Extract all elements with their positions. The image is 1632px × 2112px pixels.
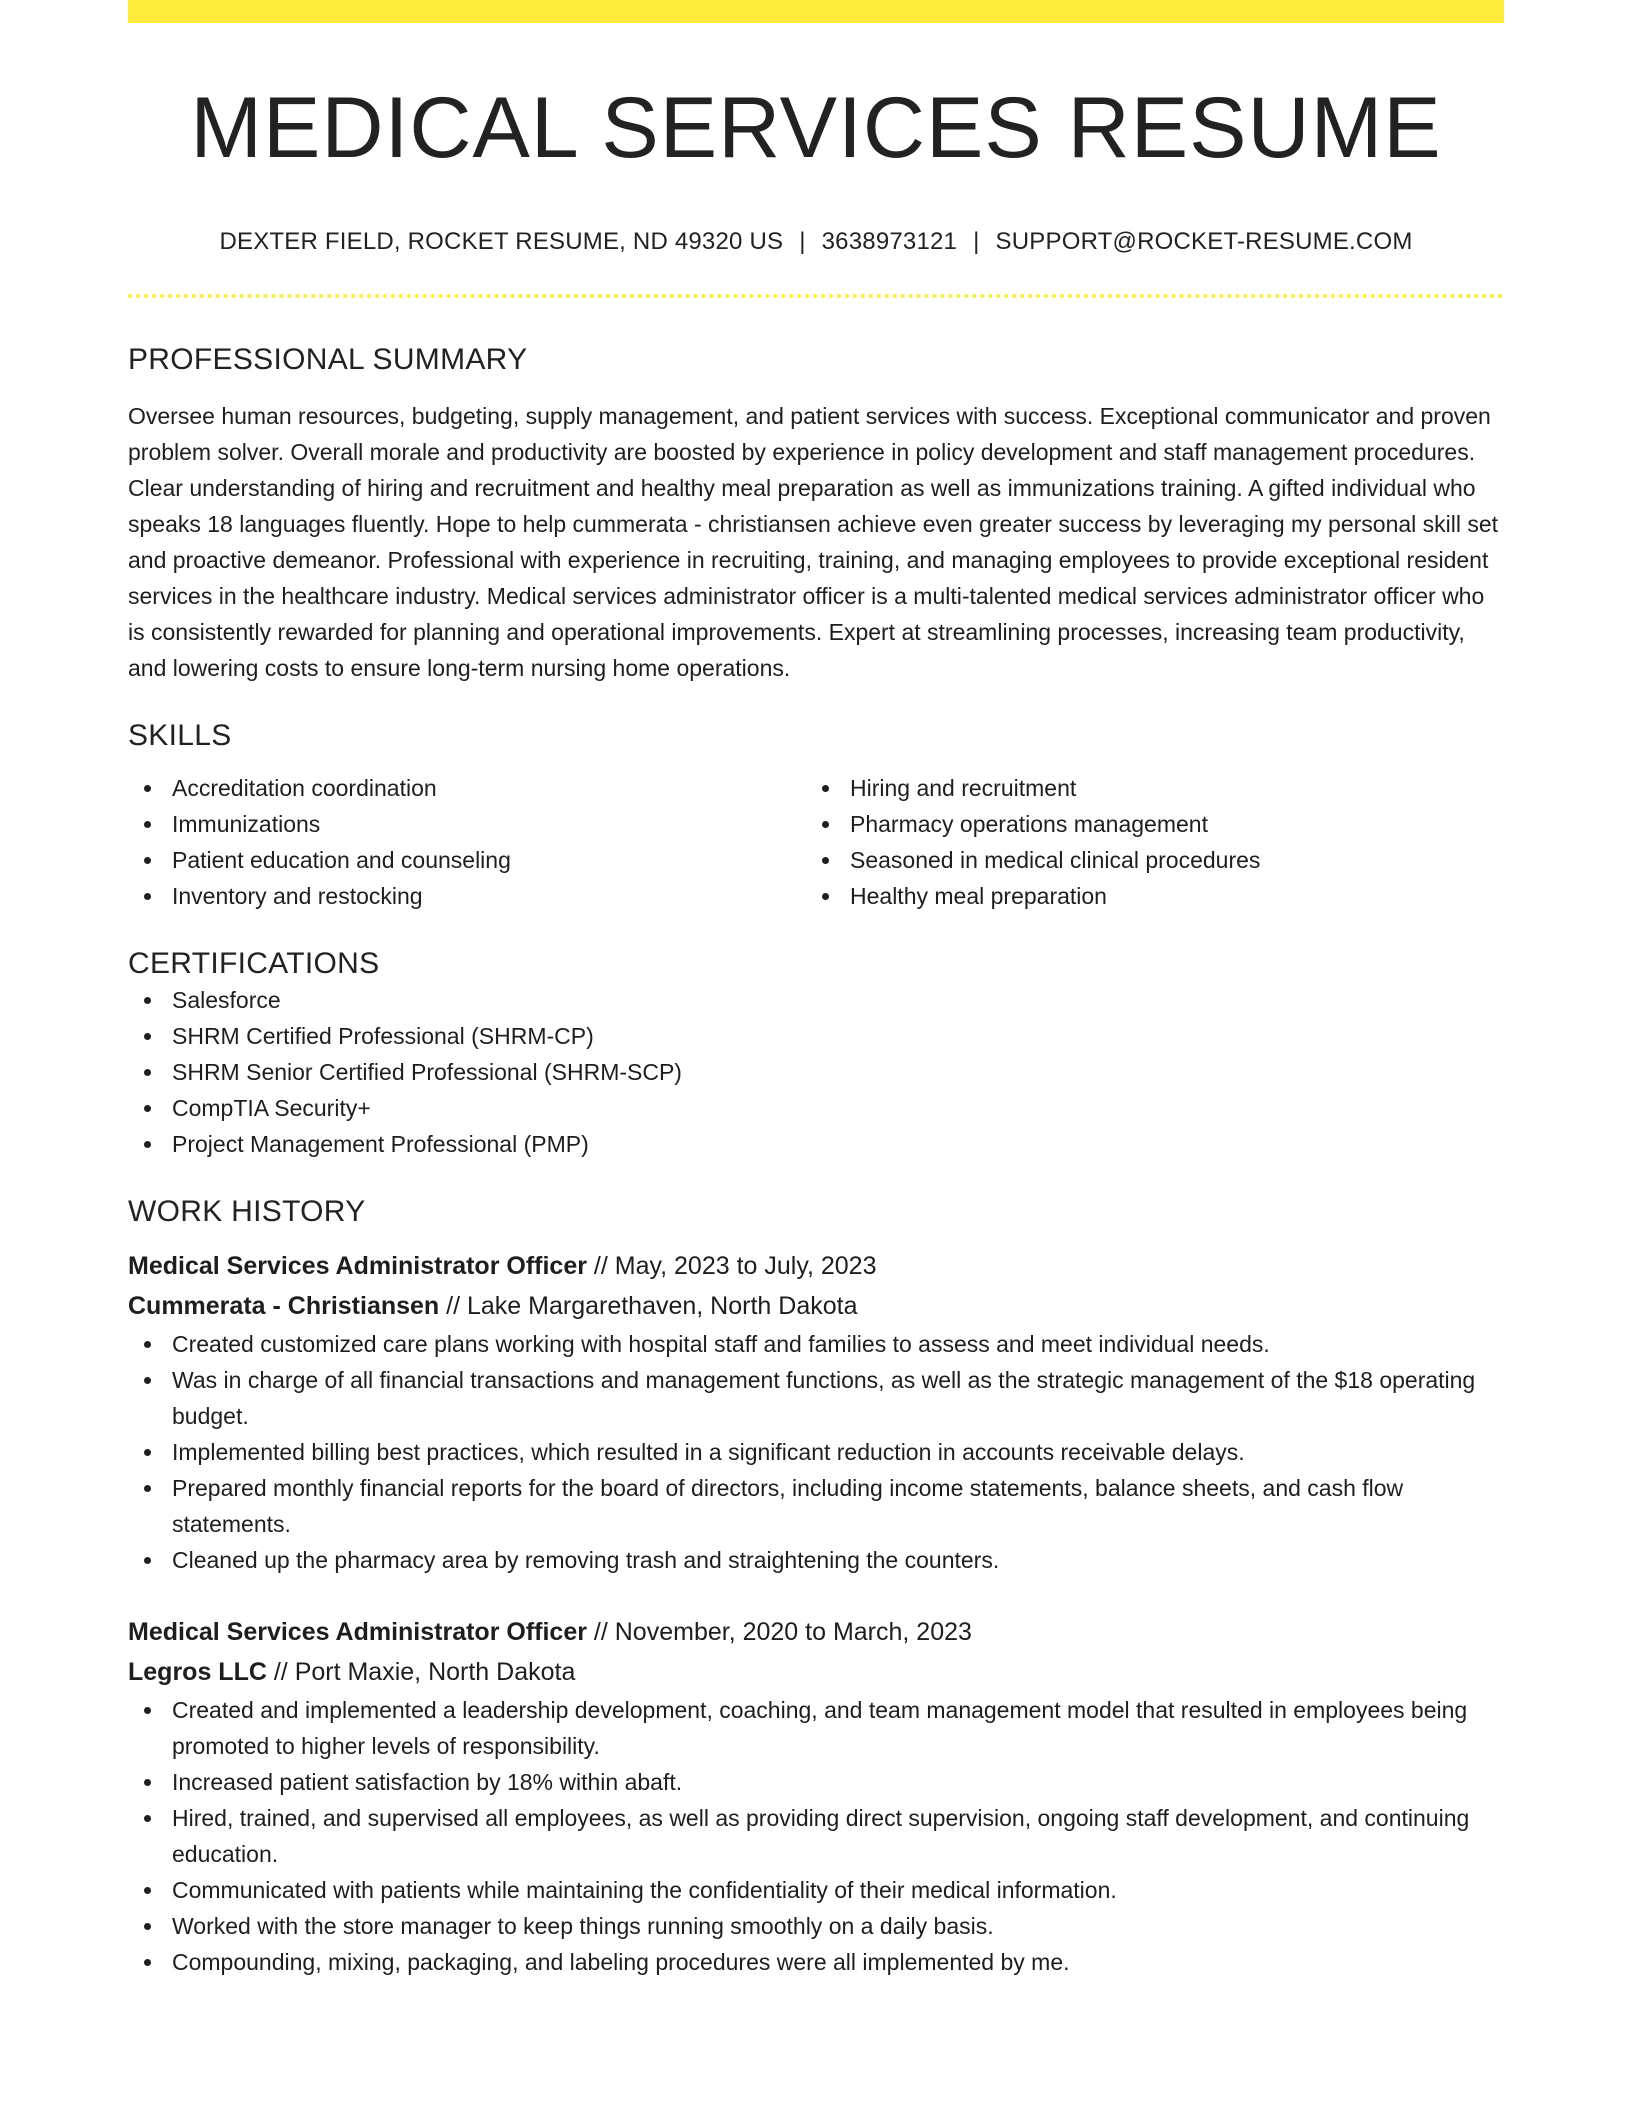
skill-text: Hiring and recruitment [850, 774, 1077, 801]
bullet-icon [144, 1141, 151, 1148]
skill-item [806, 770, 1484, 806]
contact-separator: | [973, 227, 980, 255]
bullet-icon [144, 821, 151, 828]
job-entry [128, 1612, 1504, 1980]
job-bullet [128, 1362, 1504, 1434]
skill-item [806, 878, 1484, 914]
job-bullet [128, 1944, 1504, 1980]
job-title-line [128, 1612, 1504, 1652]
certification-item [128, 1090, 1504, 1126]
certifications-list [128, 982, 1504, 1162]
certification-text: Salesforce [172, 986, 281, 1013]
skills-column-right [806, 770, 1484, 914]
skill-text: Seasoned in medical clinical procedures [850, 846, 1261, 873]
job-bullet-text: Worked with the store manager to keep things running smoothly on a daily basis. [172, 1912, 994, 1939]
skills-list-left [128, 770, 806, 914]
skill-text: Pharmacy operations management [850, 810, 1208, 837]
skills-list-right [806, 770, 1484, 914]
job-bullet [128, 1692, 1504, 1764]
job-bullet [128, 1764, 1504, 1800]
job-company: Legros LLC [128, 1657, 267, 1686]
job-location: // Lake Margarethaven, North Dakota [439, 1291, 858, 1320]
job-company-line [128, 1652, 1504, 1692]
bullet-icon [822, 893, 829, 900]
bullet-icon [144, 1707, 151, 1714]
bullet-icon [144, 1557, 151, 1564]
contact-line [128, 228, 1504, 256]
bullet-icon [144, 1033, 151, 1040]
resume-title: MEDICAL SERVICES RESUME [190, 80, 1442, 176]
skill-text: Immunizations [172, 810, 321, 837]
skill-item [128, 878, 806, 914]
job-bullet-text: Hired, trained, and supervised all employees, as well as providing direct supervision, ongoing staff development, and continuing education. [172, 1804, 1470, 1867]
skill-item [806, 806, 1484, 842]
job-bullet-text: Was in charge of all financial transactions and management functions, as well as the strategic management of the $18 operating budget. [172, 1366, 1476, 1429]
job-bullets [128, 1692, 1504, 1980]
bullet-icon [144, 1887, 151, 1894]
bullet-icon [144, 785, 151, 792]
bullet-icon [144, 1923, 151, 1930]
bullet-icon [144, 1105, 151, 1112]
job-bullet [128, 1908, 1504, 1944]
certification-text: SHRM Senior Certified Professional (SHRM-SCP) [172, 1058, 682, 1085]
work-history-heading: WORK HISTORY [128, 1194, 366, 1228]
skill-text: Inventory and restocking [172, 882, 423, 909]
skills-column-left [128, 770, 806, 914]
resume-page [128, 0, 1504, 1980]
job-bullet [128, 1872, 1504, 1908]
job-dates: // November, 2020 to March, 2023 [586, 1617, 972, 1646]
summary-text: Oversee human resources, budgeting, supply management, and patient services with success. Exceptional communicator and proven problem solver. Overall morale and productivity are boosted by experience in policy development and staff management procedures. Clear understanding of hiring and recruitment and healthy meal preparation as well as immunizations training. A gifted individual who speaks 18 languages fluently. Hope to help cummerata - christiansen achieve even greater success by leveraging my personal skill set and proactive demeanor. Professional with experience in recruiting, training, and managing employees to provide exceptional resident services in the healthcare industry. Medical services administrator officer is a multi-talented medical services administrator officer who is consistently rewarded for planning and operational improvements. Expert at streamlining processes, increasing team productivity, and lowering costs to ensure long-term nursing home operations. [128, 402, 1499, 681]
bullet-icon [822, 821, 829, 828]
certification-item [128, 1054, 1504, 1090]
bullet-icon [144, 893, 151, 900]
certification-text: SHRM Certified Professional (SHRM-CP) [172, 1022, 594, 1049]
certification-item [128, 1018, 1504, 1054]
job-bullet-text: Cleaned up the pharmacy area by removing trash and straightening the counters. [172, 1546, 1000, 1573]
certification-item [128, 1126, 1504, 1162]
skill-item [128, 770, 806, 806]
bullet-icon [144, 1341, 151, 1348]
contact-separator: | [799, 227, 806, 255]
job-company-line [128, 1286, 1504, 1326]
bullet-icon [144, 857, 151, 864]
job-bullet-text: Created and implemented a leadership development, coaching, and team management model that resulted in employees being promoted to higher levels of responsibility. [172, 1696, 1468, 1759]
job-company: Cummerata - Christiansen [128, 1291, 440, 1320]
certification-item [128, 982, 1504, 1018]
contact-address: DEXTER FIELD, ROCKET RESUME, ND 49320 US [219, 227, 784, 255]
skill-text: Accreditation coordination [172, 774, 437, 801]
certification-text: CompTIA Security+ [172, 1094, 371, 1121]
bullet-icon [822, 785, 829, 792]
contact-email: SUPPORT@ROCKET-RESUME.COM [995, 227, 1413, 255]
job-bullet-text: Implemented billing best practices, which resulted in a significant reduction in accounts receivable delays. [172, 1438, 1245, 1465]
bullet-icon [144, 1377, 151, 1384]
job-bullet-text: Compounding, mixing, packaging, and labeling procedures were all implemented by me. [172, 1948, 1070, 1975]
skills-grid [128, 770, 1504, 914]
job-location: // Port Maxie, North Dakota [266, 1657, 576, 1686]
bullet-icon [822, 857, 829, 864]
job-bullet [128, 1326, 1504, 1362]
job-dates: // May, 2023 to July, 2023 [586, 1251, 877, 1280]
job-title: Medical Services Administrator Officer [128, 1251, 587, 1280]
bullet-icon [144, 1069, 151, 1076]
job-bullet-text: Increased patient satisfaction by 18% within abaft. [172, 1768, 683, 1795]
job-bullet [128, 1542, 1504, 1578]
bullet-icon [144, 1779, 151, 1786]
job-bullet [128, 1434, 1504, 1470]
skill-text: Patient education and counseling [172, 846, 511, 873]
bullet-icon [144, 1485, 151, 1492]
skill-item [128, 806, 806, 842]
job-entry [128, 1246, 1504, 1578]
job-bullets [128, 1326, 1504, 1578]
bullet-icon [144, 997, 151, 1004]
accent-bar [128, 0, 1504, 23]
job-bullet-text: Prepared monthly financial reports for the board of directors, including income statements, balance sheets, and cash flow statements. [172, 1474, 1404, 1537]
summary-heading: PROFESSIONAL SUMMARY [128, 342, 528, 376]
skill-text: Healthy meal preparation [850, 882, 1107, 909]
skills-heading: SKILLS [128, 718, 232, 752]
bullet-icon [144, 1815, 151, 1822]
job-title-line [128, 1246, 1504, 1286]
bullet-icon [144, 1959, 151, 1966]
header-divider [128, 294, 1504, 298]
bullet-icon [144, 1449, 151, 1456]
certification-text: Project Management Professional (PMP) [172, 1130, 589, 1157]
skill-item [128, 842, 806, 878]
job-bullet-text: Communicated with patients while maintaining the confidentiality of their medical information. [172, 1876, 1117, 1903]
job-title: Medical Services Administrator Officer [128, 1617, 587, 1646]
contact-phone: 3638973121 [821, 227, 958, 255]
job-bullet [128, 1800, 1504, 1872]
job-bullet [128, 1470, 1504, 1542]
certifications-heading: CERTIFICATIONS [128, 946, 380, 980]
skill-item [806, 842, 1484, 878]
job-bullet-text: Created customized care plans working with hospital staff and families to assess and meet individual needs. [172, 1330, 1270, 1357]
